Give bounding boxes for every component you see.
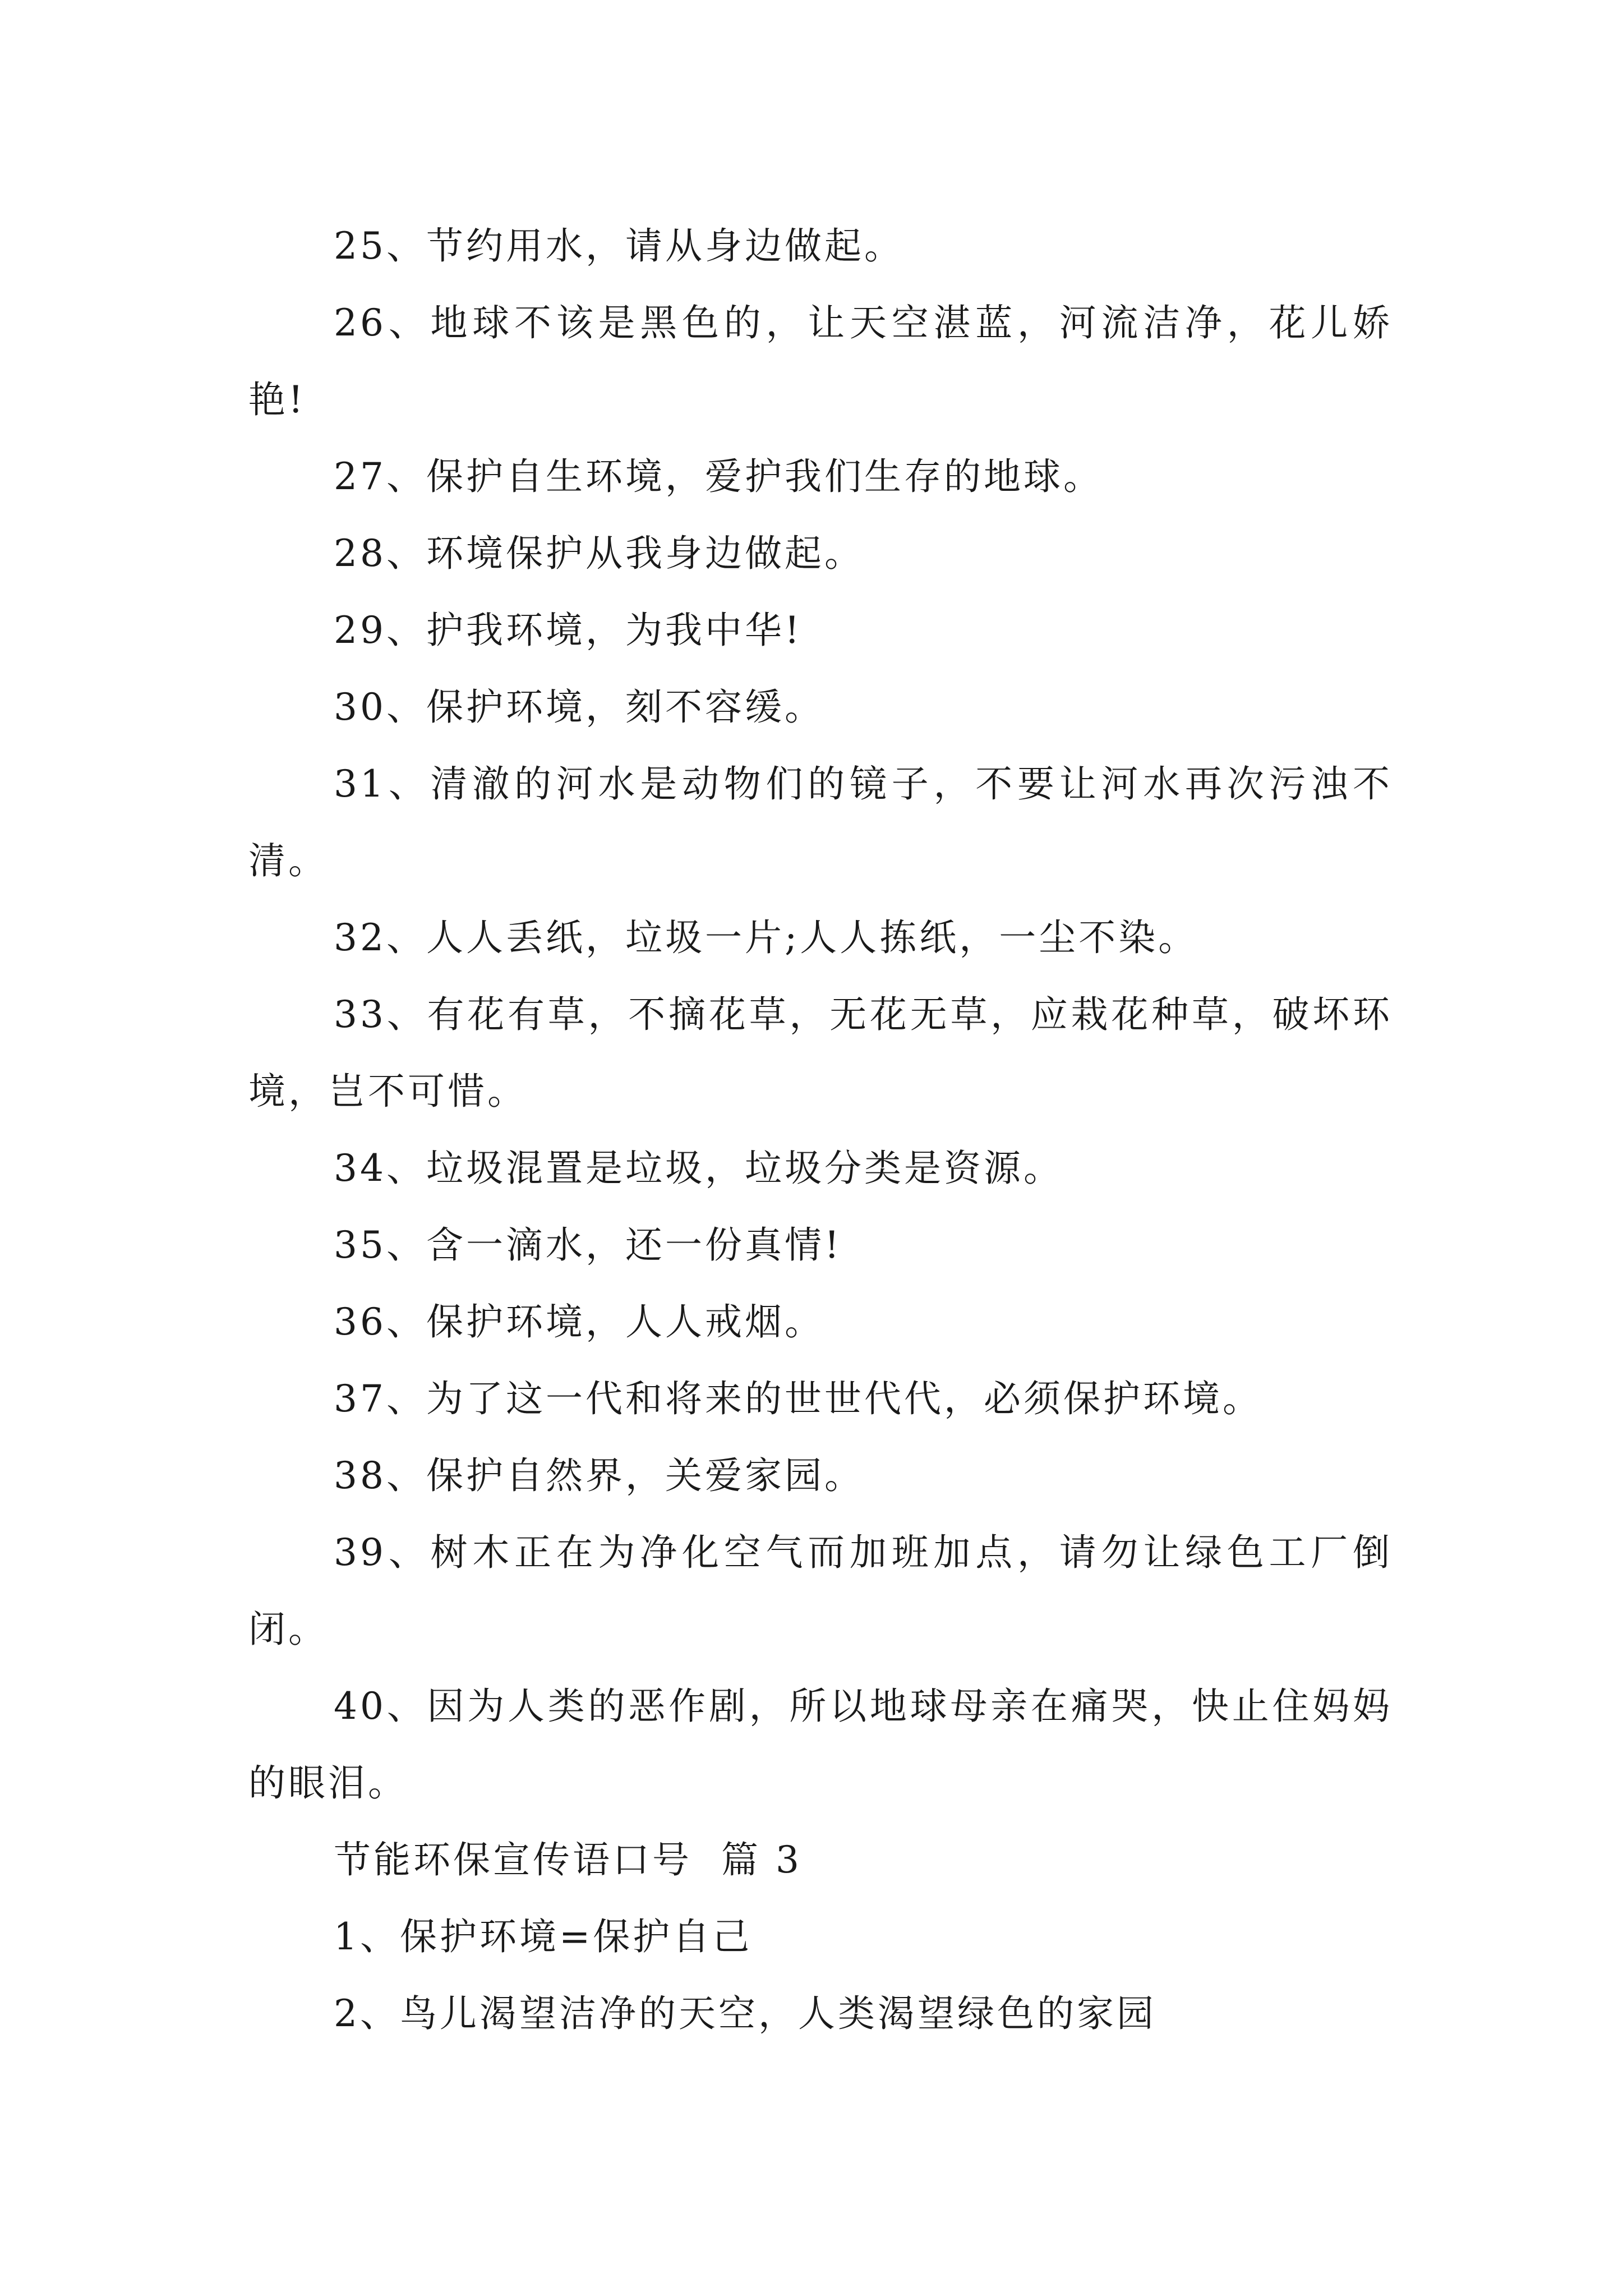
slogan-40: 40、因为人类的恶作剧，所以地球母亲在痛哭，快止住妈妈的眼泪。 (248, 1685, 1393, 1805)
slogan-34: 34、垃圾混置是垃圾，垃圾分类是资源。 (334, 1147, 1063, 1190)
slogan-38: 38、保护自然界，关爱家园。 (334, 1454, 864, 1497)
document-body (248, 208, 1393, 2052)
slogan-b-2: 2、鸟儿渴望洁净的天空，人类渴望绿色的家园 (334, 1992, 1156, 2035)
slogan-39: 39、树木正在为净化空气而加班加点，请勿让绿色工厂倒闭。 (248, 1531, 1393, 1651)
slogan-27: 27、保护自生环境，爱护我们生存的地球。 (334, 455, 1103, 498)
section-heading: 节能环保宣传语口号 篇 3 (334, 1838, 802, 1881)
slogan-26: 26、地球不该是黑色的，让天空湛蓝，河流洁净，花儿娇艳! (248, 301, 1393, 421)
slogan-37: 37、为了这一代和将来的世世代代，必须保护环境。 (334, 1377, 1262, 1420)
slogan-35: 35、含一滴水，还一份真情! (334, 1223, 842, 1267)
slogan-31: 31、清澈的河水是动物们的镜子，不要让河水再次污浊不清。 (248, 762, 1393, 882)
slogan-b-1: 1、保护环境=保护自己 (334, 1915, 753, 1958)
slogan-33: 33、有花有草，不摘花草，无花无草，应栽花种草，破坏环境，岂不可惜。 (248, 993, 1393, 1113)
slogan-36: 36、保护环境，人人戒烟。 (334, 1300, 824, 1343)
slogan-25: 25、节约用水，请从身边做起。 (334, 224, 904, 268)
slogan-28: 28、环境保护从我身边做起。 (334, 532, 864, 575)
slogan-30: 30、保护环境，刻不容缓。 (334, 685, 824, 729)
slogan-32: 32、人人丢纸，垃圾一片;人人拣纸，一尘不染。 (334, 916, 1198, 959)
slogan-29: 29、护我环境，为我中华! (334, 609, 803, 652)
